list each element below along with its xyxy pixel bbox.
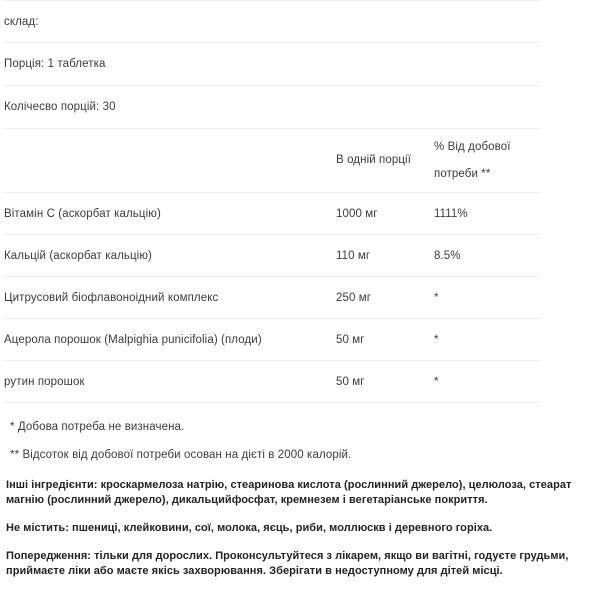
column-header-amount (336, 129, 434, 193)
nutrient-amount: 50 мг (336, 375, 365, 388)
supplement-facts-table (4, 0, 541, 402)
table-body (4, 1, 541, 403)
table-row (4, 235, 541, 277)
nutrient-name: Вітамін С (аскорбат кальцію) (4, 207, 161, 220)
table-row-ingredients-heading (4, 1, 541, 43)
table-row (4, 361, 541, 403)
nutrient-amount: 1000 мг (336, 207, 378, 220)
nutrient-daily-value: * (434, 291, 439, 304)
table-header-row (4, 129, 541, 193)
serving-size-amount-cell (336, 43, 434, 86)
footnote-daily-value-not-established: * Добова потреба не визначена. (10, 421, 185, 433)
nutrient-name: Ацерола порошок (Malpighia punicifolia) (плоди) (4, 333, 262, 346)
warning-note: Попередження: тільки для дорослих. Проконсультуйтеся з лікарем, якщо ви вагітні, годуєте грудьми, приймаєте ліки або маєте якісь захворювання. Зберігати в недоступному для дітей місці. (6, 550, 569, 577)
servings-per-container-dv-cell (434, 86, 541, 129)
column-header-nutrient (4, 129, 336, 193)
footnote-percent-daily-value-basis: ** Відсоток від добової потреби осован на дієті в 2000 калорій. (10, 449, 352, 461)
nutrient-daily-value: * (434, 333, 439, 346)
nutrient-name: Цитрусовий біофлавоноідний комплекс (4, 291, 219, 304)
nutrient-amount: 250 мг (336, 291, 372, 304)
column-header-daily-value-line1: % Від добової (434, 140, 511, 153)
serving-size-label: Порція: 1 таблетка (4, 58, 106, 70)
nutrient-amount: 50 мг (336, 333, 365, 346)
nutrient-daily-value: 1111% (434, 207, 468, 220)
nutrient-daily-value: * (434, 375, 439, 388)
servings-per-container-label: Колічесво порцій: 30 (4, 101, 116, 113)
table-row-servings-per-container (4, 86, 541, 129)
table-row (4, 319, 541, 361)
nutrient-name: рутин порошок (4, 375, 85, 388)
column-header-daily-value-line2: потреби ** (434, 167, 491, 180)
disclosure-section (0, 475, 600, 579)
servings-per-container-amount-cell (336, 86, 434, 129)
nutrient-name: Кальцій (аскорбат кальцію) (4, 249, 152, 262)
footnotes-section (0, 403, 600, 463)
serving-size-dv-cell (434, 43, 541, 86)
other-ingredients-note: Інші інгредієнти: кроскармелоза натрію, стеаринова кислота (рослинний джерело), целюлоза, стеарат магнію (рослинний джерело), дикальцийфосфат, кремнезем і вегетаріанське покриття. (6, 479, 572, 506)
table-row (4, 193, 541, 235)
allergen-free-note: Не містить: пшениці, клейковини, сої, молока, яєць, риби, моллюскв і деревного горіха. (6, 522, 493, 534)
column-header-amount-label: В одній порції (336, 154, 411, 166)
ingredients-heading-dv-cell (434, 1, 541, 43)
nutrient-amount: 110 мг (336, 249, 371, 262)
nutrient-daily-value: 8.5% (434, 249, 461, 262)
table-row-serving-size (4, 43, 541, 86)
column-header-daily-value (434, 129, 541, 193)
ingredients-heading-label: склад: (4, 15, 39, 28)
ingredients-heading-amount-cell (336, 1, 434, 43)
table-row (4, 277, 541, 319)
